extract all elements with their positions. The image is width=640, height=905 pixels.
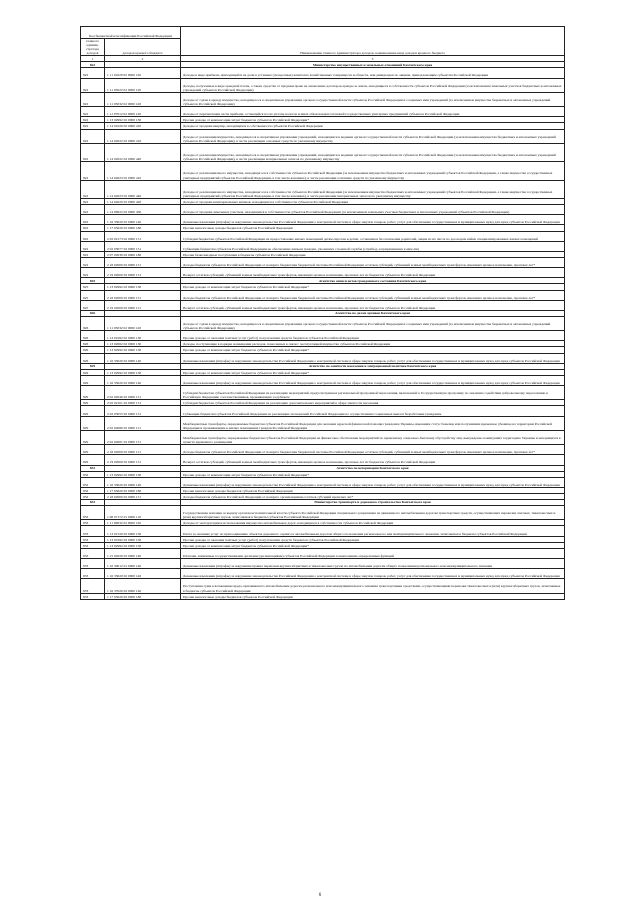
revenue-code-cell: 1 16 33020 02 0000 140	[105, 353, 181, 363]
admin-code-cell: 822	[81, 68, 105, 78]
revenue-name-cell: Субсидии бюджетам субъектов Российской Федерации на предоставление жилых помещений детям-сиротам и детям, оставшимся без попечения родителей, лицам из их числа по договорам найма специализированных жилых помещений	[181, 231, 565, 241]
revenue-code-cell: 1 17 05020 02 0000 180	[105, 487, 181, 493]
revenue-name-cell: Доходы в виде прибыли, приходящейся на доли в уставных (складочных) капиталах хозяйственных товариществ и обществ, или дивидендов по акциям, принадлежащим субъектам Российской Федерации	[181, 68, 565, 78]
revenue-code-cell: 1 16 33020 02 0000 140	[105, 477, 181, 487]
admin-code-cell: 822	[81, 231, 105, 241]
revenue-name-cell: Доходы бюджетов субъектов Российской Федерации от возврата бюджетами бюджетной системы Российской Федерации остатков субсидий, субвенций и иных межбюджетных трансфертов, имеющих целевое назначение, прошлых лет*	[181, 445, 565, 455]
admin-code-cell: 833	[81, 542, 105, 548]
revenue-code-cell: 1 14 01020 02 0000 410	[105, 123, 181, 129]
revenue-code-cell: 1 13 02992 02 0000 130	[105, 471, 181, 477]
revenue-code-cell: 1 11 07012 02 0000 120	[105, 107, 181, 117]
revenue-name-cell: Доходы от продажи земельных участков, находящихся в собственности субъектов Российской Федерации (за исключением земельных участков бюджетных и автономных учреждений субъектов Российской Федерации)	[181, 205, 565, 215]
admin-code-cell: 822	[81, 143, 105, 161]
column-number-3: 3	[181, 56, 565, 62]
table-body	[81, 62, 565, 599]
revenue-code-cell: 2 18 02000 02 0000 151	[105, 493, 181, 499]
page-number: 6	[318, 893, 322, 898]
table-row	[81, 506, 565, 520]
revenue-code-cell: 2 02 03077 02 0000 151	[105, 241, 181, 251]
revenue-name-cell: Прочие доходы от компенсации затрат бюджетов субъектов Российской Федерации*	[181, 347, 565, 353]
admin-code-cell: 822	[81, 123, 105, 129]
table-row	[81, 316, 565, 330]
table-row	[81, 268, 565, 278]
admin-code-cell: 829	[81, 455, 105, 465]
revenue-name-cell: Доходы бюджетов субъектов Российской Федерации от возврата организациями остатков субсидий прошлых лет*	[181, 493, 565, 499]
revenue-code-cell: 1 08 07172 01 0000 110	[105, 506, 181, 520]
revenue-code-cell: 1 11 05032 02 0000 120	[105, 92, 181, 106]
admin-code-cell: 833	[81, 579, 105, 593]
table-row	[81, 375, 565, 385]
admin-code-cell: 822	[81, 92, 105, 106]
admin-code-cell: 822	[81, 117, 105, 123]
revenue-name-cell: Прочие доходы от компенсации затрат бюджетов субъектов Российской Федерации*	[181, 369, 565, 375]
revenue-code-cell: 2 19 02000 02 0000 151	[105, 268, 181, 278]
revenue-name-cell: Доходы от перечисления части прибыли, остающейся после уплаты налогов и иных обязательных платежей государственных унитарных предприятий субъектов Российской Федерации	[181, 107, 565, 117]
revenue-code-cell: 1 14 02022 02 0000 410	[105, 129, 181, 143]
column-number-1: 1	[81, 56, 105, 62]
section-admin-code: 825	[81, 278, 105, 284]
section-title: Министерство имущественных и земельных отношений Камчатского края	[181, 62, 565, 68]
table-row	[81, 241, 565, 251]
column-number-2: 2	[105, 56, 181, 62]
admin-code-cell: 833	[81, 569, 105, 579]
admin-code-cell: 822	[81, 225, 105, 231]
table-row	[81, 92, 565, 106]
revenue-name-cell: Доходы от реализации иного имущества, находящегося в собственности субъектов Российской Федерации (за исключением имущества бюджетных и автономных учреждений субъектов Российской Федерации, а также имущества государственных унитарных предприятий субъектов Российской Федерации, в том числе казенных), в части реализации материальных запасов по указанному имуществу	[181, 180, 565, 198]
revenue-name-cell: Прочие неналоговые доходы бюджетов субъектов Российской Федерации	[181, 593, 565, 599]
table-row	[81, 558, 565, 568]
revenue-code-cell: 1 14 02022 02 0000 440	[105, 143, 181, 161]
revenue-code-cell: 1 11 01020 02 0000 120	[105, 68, 181, 78]
section-admin-code: 826	[81, 310, 105, 316]
revenue-code-cell: 2 07 02030 02 0000 180	[105, 251, 181, 257]
table-row	[81, 258, 565, 268]
section-title: Агентство записи актов гражданского состояния Камчатского края	[181, 278, 565, 284]
table-row	[81, 386, 565, 400]
revenue-code-cell: 1 15 02020 02 0000 140	[105, 548, 181, 558]
admin-code-cell: 826	[81, 341, 105, 347]
revenue-code-cell: 1 16 30012 01 0000 140	[105, 558, 181, 568]
admin-code-cell: 829	[81, 386, 105, 400]
revenue-name-cell: Возврат остатков субсидий, субвенций и иных межбюджетных трансфертов, имеющих целевое назначение, прошлых лет из бюджетов субъектов Российской Федерации	[181, 268, 565, 278]
revenue-name-cell: Денежные взыскания (штрафы) за нарушение законодательства Российской Федерации о контрактной системе в сфере закупок товаров, работ, услуг для обеспечения государственных и муниципальных нужд для нужд субъектов Российской Федерации	[181, 215, 565, 225]
table-row	[81, 445, 565, 455]
revenue-administrators-table	[80, 26, 565, 600]
admin-code-cell: 829	[81, 416, 105, 430]
revenue-code-cell: 2 18 02000 02 0000 151	[105, 258, 181, 268]
revenue-code-cell: 1 13 02992 02 0000 130	[105, 284, 181, 290]
table-row	[81, 430, 565, 444]
revenue-name-cell: Денежные взыскания (штрафы) за нарушение законодательства Российской Федерации о контрактной системе в сфере закупок товаров, работ, услуг для обеспечения государственных и муниципальных нужд для нужд субъектов Российской Федерации	[181, 477, 565, 487]
admin-code-cell: 833	[81, 536, 105, 542]
revenue-code-cell: 1 16 33020 02 0000 140	[105, 215, 181, 225]
admin-code-cell: 825	[81, 300, 105, 310]
admin-code-cell: 825	[81, 284, 105, 290]
revenue-code-cell: 2 02 03055 02 0000 151	[105, 406, 181, 416]
table-row	[81, 477, 565, 487]
admin-code-cell: 829	[81, 369, 105, 375]
revenue-code-cell: 1 16 33020 02 0000 140	[105, 569, 181, 579]
admin-code-cell: 832	[81, 487, 105, 493]
revenue-name-cell: Субсидии бюджетам субъектов Российской Федерации на реализацию мероприятий, предусмотренных региональной программой переселения, включенной в Государственную программу по оказанию содействия добровольному переселению в Российскую Федерацию соотечественников, проживающих за рубежом	[181, 386, 565, 400]
revenue-name-cell: Доходы от реализации имущества, находящегося в оперативном управлении учреждений, находящихся в ведении органов государственной власти субъектов Российской Федерации (за исключением имущества бюджетных и автономных учреждений субъектов Российской Федерации), в части реализации основных средств по указанному имуществу	[181, 129, 565, 143]
revenue-name-cell: Плата за оказание услуг по присоединению объектов дорожного сервиса к автомобильным дорогам общего пользования регионального или межмуниципального значения, зачисляемая в бюджеты субъектов Российской Федерации	[181, 526, 565, 536]
admin-code-cell: 822	[81, 205, 105, 215]
table-row	[81, 593, 565, 599]
revenue-name-cell: Денежные взыскания (штрафы) за нарушение законодательства Российской Федерации о контрактной системе в сфере закупок товаров, работ, услуг для обеспечения государственных и муниципальных нужд для нужд субъектов Российской Федерации	[181, 353, 565, 363]
revenue-code-cell: 1 13 02992 02 0000 130	[105, 117, 181, 123]
revenue-name-cell: Субвенции бюджетам субъектов Российской Федерации на обеспечение жильем граждан, уволенных с военной службы (службы), и приравненных к ним лиц	[181, 241, 565, 251]
table-row	[81, 353, 565, 363]
section-admin-code: 829	[81, 363, 105, 369]
admin-code-cell: 822	[81, 107, 105, 117]
revenue-name-cell: Прочие доходы от компенсации затрат бюджетов субъектов Российской Федерации*	[181, 471, 565, 477]
admin-code-cell: 822	[81, 258, 105, 268]
admin-code-cell: 822	[81, 78, 105, 92]
revenue-name-cell: Прочие безвозмездные поступления в бюджеты субъектов Российской Федерации	[181, 251, 565, 257]
admin-code-cell: 833	[81, 520, 105, 526]
admin-code-cell: 822	[81, 162, 105, 180]
admin-code-cell: 822	[81, 180, 105, 198]
admin-code-cell: 826	[81, 347, 105, 353]
revenue-code-cell: 1 14 02023 02 0000 410	[105, 162, 181, 180]
revenue-name-cell: Доходы, поступающие в порядке возмещения расходов, понесенных в связи с эксплуатацией имущества субъектов Российской Федерации	[181, 341, 565, 347]
revenue-code-cell: 2 18 02000 02 0000 151	[105, 290, 181, 300]
table-row	[81, 526, 565, 536]
admin-code-cell: 833	[81, 526, 105, 536]
table-row	[81, 68, 565, 78]
admin-code-cell: 833	[81, 548, 105, 558]
revenue-code-cell: 1 13 01992 02 0000 130	[105, 331, 181, 341]
table-row	[81, 215, 565, 225]
revenue-name-cell: Прочие доходы от оказания платных услуг (работ) получателями средств бюджетов субъектов Российской Федерации	[181, 331, 565, 341]
table-row	[81, 548, 565, 558]
revenue-code-cell: 1 17 05020 02 0000 180	[105, 593, 181, 599]
admin-code-cell: 833	[81, 506, 105, 520]
revenue-name-cell: Государственная пошлина за выдачу органом исполнительной власти субъекта Российской Федерации специального разрешения на движение по автомобильным дорогам транспортных средств, осуществляющих перевозки опасных, тяжеловесных и (или) крупногабаритных грузов, зачисляемая в бюджеты субъектов Российской Федерации	[181, 506, 565, 520]
revenue-name-cell: Доходы от продажи квартир, находящихся в собственности субъектов Российской Федерации	[181, 123, 565, 129]
revenue-name-cell: Возврат остатков субсидий, субвенций и иных межбюджетных трансфертов, имеющих целевое назначение, прошлых лет из бюджетов субъектов Российской Федерации	[181, 300, 565, 310]
admin-code-cell: 822	[81, 268, 105, 278]
admin-code-cell: 832	[81, 477, 105, 487]
revenue-name-cell: Доходы бюджетов субъектов Российской Федерации от возврата бюджетами бюджетной системы Российской Федерации остатков субсидий, субвенций и иных межбюджетных трансфертов, имеющих целевое назначение, прошлых лет*	[181, 290, 565, 300]
revenue-name-cell: Возврат остатков субсидий, субвенций и иных межбюджетных трансфертов, имеющих целевое назначение, прошлых лет из бюджетов субъектов Российской Федерации	[181, 455, 565, 465]
revenue-name-cell: Денежные взыскания (штрафы) за нарушение законодательства Российской Федерации о контрактной системе в сфере закупок товаров, работ, услуг для обеспечения государственных и муниципальных нужд для нужд субъектов Российской Федерации	[181, 569, 565, 579]
revenue-code-cell: 1 13 02992 02 0000 130	[105, 542, 181, 548]
revenue-code-cell: 1 16 33020 02 0000 140	[105, 375, 181, 385]
revenue-name-cell: Прочие доходы от компенсации затрат бюджетов субъектов Российской Федерации*	[181, 284, 565, 290]
section-title: Агентство по занятости населения и миграционной политике Камчатского края	[181, 363, 565, 369]
revenue-name-cell: Доходы, получаемые в виде арендной платы, а также средства от продажи права на заключение договоров аренды за земли, находящиеся в собственности субъектов Российской Федерации (за исключением земельных участков бюджетных и автономных учреждений субъектов Российской Федерации)	[181, 78, 565, 92]
table-row	[81, 290, 565, 300]
revenue-name-cell: Платежи, взимаемые государственными органами (организациями) субъектов Российской Федерации за выполнение определенных функций	[181, 548, 565, 558]
revenue-code-cell: 1 11 05022 02 0000 120	[105, 78, 181, 92]
revenue-name-cell: Доходы от сдачи в аренду имущества, находящегося в оперативном управлении органов государственной власти субъектов Российской Федерации и созданных ими учреждений (за исключением имущества бюджетных и автономных учреждений субъектов Российской Федерации)	[181, 316, 565, 330]
revenue-name-cell: Межбюджетные трансферты, передаваемые бюджетам субъектов Российской Федерации для оказания адресной финансовой помощи гражданам Украины, имеющим статус беженца или получившим временное убежище на территории Российской Федерации и проживающим в жилых помещениях граждан Российской Федерации	[181, 416, 565, 430]
revenue-name-cell: Доходы от сдачи в аренду имущества, находящегося в оперативном управлении органов государственной власти субъектов Российской Федерации и созданных ими учреждений (за исключением имущества бюджетных и автономных учреждений субъектов Российской Федерации)	[181, 92, 565, 106]
revenue-name-cell: Поступления сумм в возмещение вреда, причиняемого автомобильным дорогам регионального или межмуниципального значения транспортными средствами, осуществляющими перевозки тяжеловесных и (или) крупногабаритных грузов, зачисляемые в бюджеты субъектов Российской Федерации	[181, 579, 565, 593]
table-row	[81, 569, 565, 579]
revenue-code-cell: 1 14 06022 02 0000 430	[105, 205, 181, 215]
table-row	[81, 455, 565, 465]
revenue-code-cell: 1 17 05020 02 0000 180	[105, 225, 181, 231]
table-row	[81, 78, 565, 92]
revenue-name-cell: Доходы бюджетов субъектов Российской Федерации от возврата бюджетами бюджетной системы Российской Федерации остатков субсидий, субвенций и иных межбюджетных трансфертов, имеющих целевое назначение, прошлых лет*	[181, 258, 565, 268]
table-row	[81, 162, 565, 180]
revenue-name-cell: Межбюджетные трансферты, передаваемые бюджетам субъектов Российской Федерации на финансовое обеспечение мероприятий по временному социально-бытовому обустройству лиц, вынужденно покинувших территорию Украины и находящихся в пунктах временного размещения	[181, 430, 565, 444]
admin-code-cell: 825	[81, 290, 105, 300]
section-title: Агентство по делам архивов Камчатского края	[181, 310, 565, 316]
revenue-name-cell: Доходы от реализации иного имущества, находящегося в собственности субъектов Российской Федерации (за исключением имущества бюджетных и автономных учреждений субъектов Российской Федерации, а также имущества государственных унитарных предприятий субъектов Российской Федерации, в том числе казенных), в части реализации основных средств по указанному имуществу	[181, 162, 565, 180]
admin-code-cell: 822	[81, 241, 105, 251]
revenue-name-cell: Доходы от продажи нематериальных активов, находящихся в собственности субъектов Российской Федерации	[181, 199, 565, 205]
revenue-code-cell: 1 11 05032 02 0000 120	[105, 316, 181, 330]
revenue-name-cell: Прочие доходы от оказания платных услуг (работ) получателями средств бюджетов субъектов Российской Федерации	[181, 536, 565, 542]
table-row	[81, 205, 565, 215]
revenue-code-cell: 1 13 01520 02 0000 130	[105, 526, 181, 536]
revenue-name-cell: Денежные взыскания (штрафы) за нарушение правил перевозки крупногабаритных и тяжеловесных грузов по автомобильным дорогам общего пользования регионального или межмуниципального значения	[181, 558, 565, 568]
admin-code-cell: 832	[81, 493, 105, 499]
revenue-name-cell: Субсидии бюджетам субъектов Российской Федерации на реализацию дополнительных мероприятий в сфере занятости населения	[181, 400, 565, 406]
header-admin-code: главного админи-стратора доходов	[81, 39, 105, 56]
table-row	[81, 416, 565, 430]
admin-code-cell: 826	[81, 331, 105, 341]
table-row	[81, 406, 565, 416]
revenue-name-cell: Денежные взыскания (штрафы) за нарушение законодательства Российской Федерации о контрактной системе в сфере закупок товаров, работ, услуг для обеспечения государственных и муниципальных нужд для нужд субъектов Российской Федерации	[181, 375, 565, 385]
table-row	[81, 231, 565, 241]
revenue-name-cell: Прочие доходы от компенсации затрат бюджетов субъектов Российской Федерации*	[181, 542, 565, 548]
revenue-name-cell: Доходы от эксплуатации и использования имущества автомобильных дорог, находящихся в собственности субъектов Российской Федерации	[181, 520, 565, 526]
table-row	[81, 129, 565, 143]
admin-code-cell: 826	[81, 353, 105, 363]
revenue-code-cell: 1 13 02992 02 0000 130	[105, 347, 181, 353]
revenue-code-cell: 2 02 04080 02 0000 151	[105, 416, 181, 430]
revenue-code-cell: 1 13 02992 02 0000 130	[105, 369, 181, 375]
table-row	[81, 143, 565, 161]
revenue-code-cell: 1 14 02023 02 0000 440	[105, 180, 181, 198]
admin-code-cell: 833	[81, 558, 105, 568]
revenue-name-cell: Доходы от реализации имущества, находящегося в оперативном управлении учреждений, находящихся в ведении органов государственной власти субъектов Российской Федерации (за исключением имущества бюджетных и автономных учреждений субъектов Российской Федерации), в части реализации материальных запасов по указанному имуществу	[181, 143, 565, 161]
revenue-code-cell: 1 11 09032 02 0000 120	[105, 520, 181, 526]
section-title: Министерство транспорта и дорожного строительства Камчатского края	[181, 500, 565, 506]
admin-code-cell: 832	[81, 471, 105, 477]
section-admin-code: 832	[81, 465, 105, 471]
admin-code-cell: 822	[81, 129, 105, 143]
revenue-code-cell: 1 16 37020 02 0000 140	[105, 579, 181, 593]
admin-code-cell: 822	[81, 199, 105, 205]
table-row	[81, 331, 565, 341]
revenue-code-cell: 1 13 02062 02 0000 130	[105, 341, 181, 347]
admin-code-cell: 829	[81, 375, 105, 385]
admin-code-cell: 829	[81, 406, 105, 416]
revenue-code-cell: 2 02 02101 02 0000 151	[105, 400, 181, 406]
admin-code-cell: 829	[81, 400, 105, 406]
revenue-name-cell: Прочие неналоговые доходы бюджетов субъектов Российской Федерации	[181, 225, 565, 231]
revenue-code-cell: 2 02 02046 02 0000 151	[105, 386, 181, 400]
admin-code-cell: 833	[81, 593, 105, 599]
revenue-code-cell: 2 02 04081 02 0000 151	[105, 430, 181, 444]
section-title: Агентство по ветеринарии Камчатского края	[181, 465, 565, 471]
revenue-name-cell: Прочие неналоговые доходы бюджетов субъектов Российской Федерации	[181, 487, 565, 493]
table-row	[81, 300, 565, 310]
revenue-name-cell: Субвенции бюджетам субъектов Российской Федерации на реализацию полномочий Российской Федерации по осуществлению социальных выплат безработным гражданам	[181, 406, 565, 416]
admin-code-cell: 829	[81, 430, 105, 444]
table-row	[81, 579, 565, 593]
header-name-column: Наименование главного администратора доходов, наименование вида доходов краевого бюджета	[181, 27, 565, 56]
admin-code-cell: 829	[81, 445, 105, 455]
admin-code-cell: 822	[81, 215, 105, 225]
admin-code-cell: 822	[81, 251, 105, 257]
revenue-code-cell: 2 02 02173 02 0000 151	[105, 231, 181, 241]
section-admin-code: 833	[81, 500, 105, 506]
revenue-code-cell: 1 13 01992 02 0000 130	[105, 536, 181, 542]
table-row	[81, 180, 565, 198]
revenue-code-cell: 2 18 02000 02 0000 151	[105, 445, 181, 455]
revenue-code-cell: 2 19 02000 02 0000 151	[105, 300, 181, 310]
revenue-code-cell: 1 14 04020 02 0000 420	[105, 199, 181, 205]
revenue-code-cell: 2 19 02000 02 0000 151	[105, 455, 181, 465]
admin-code-cell: 826	[81, 316, 105, 330]
revenue-name-cell: Прочие доходы от компенсации затрат бюджетов субъектов Российской Федерации*	[181, 117, 565, 123]
header-revenue-code: доходов краевого бюджета	[105, 39, 181, 56]
table-row	[81, 107, 565, 117]
header-bk-code-group: Код бюджетной классификации Российской Федерации	[81, 27, 181, 39]
section-admin-code: 822	[81, 62, 105, 68]
